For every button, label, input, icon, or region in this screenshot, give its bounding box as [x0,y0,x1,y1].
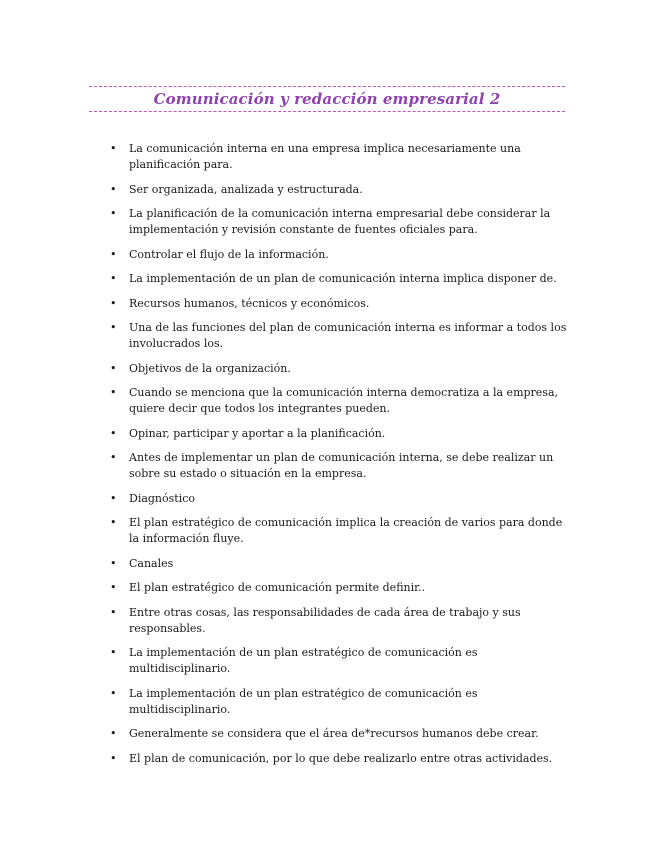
list-item-text: Controlar el flujo de la información. [129,247,329,261]
bullet-icon: • [110,296,117,310]
list-item [110,751,570,767]
list-item-text: Recursos humanos, técnicos y económicos. [129,296,370,310]
document-title: Comunicación y redacción empresarial 2 [153,90,501,108]
list-item [110,385,570,417]
bullet-list [110,141,570,775]
bullet-icon: • [110,247,117,261]
bullet-icon: • [110,386,117,399]
bullet-icon: • [110,605,117,619]
bullet-icon: • [110,272,117,285]
list-item [110,141,570,173]
bullet-icon: • [110,556,117,570]
list-item [110,450,570,482]
list-item [110,247,570,263]
list-item [110,426,570,442]
list-item [110,491,570,507]
list-item [110,645,570,677]
list-item-text: La implementación de un plan estratégico de comunicación es multidisciplinario. [129,646,478,675]
list-item-text: Opinar, participar y aportar a la planificación. [129,426,386,440]
list-item [110,296,570,312]
bullet-icon: • [110,142,117,155]
bullet-icon: • [110,491,117,505]
list-item-text: La planificación de la comunicación interna empresarial debe considerar la implementación y revisión constante de fuentes oficiales para. [129,207,551,236]
list-item-text: La implementación de un plan estratégico de comunicación es multidisciplinario. [129,686,478,716]
list-item-text: Objetivos de la organización. [129,361,291,375]
list-item-text: Ser organizada, analizada y estructurada. [129,182,363,196]
bullet-icon: • [110,361,117,375]
list-item-text: Entre otras cosas, las responsabilidades de cada área de trabajo y sus responsables. [129,605,521,635]
bullet-icon: • [110,751,117,765]
bullet-icon: • [110,207,117,220]
list-item-text: El plan estratégico de comunicación permite definir.. [129,581,426,594]
list-item [110,320,570,352]
bullet-icon: • [110,182,117,196]
list-item [110,605,570,637]
list-item-text: El plan de comunicación, por lo que debe realizarlo entre otras actividades. [129,751,553,765]
list-item-text: Canales [129,556,174,570]
list-item [110,726,570,742]
list-item [110,361,570,377]
list-item [110,580,570,596]
bullet-icon: • [110,451,117,464]
list-item [110,206,570,238]
title-banner [89,86,565,112]
bullet-icon: • [110,321,117,334]
list-item-text: El plan estratégico de comunicación implica la creación de varios para donde la información fluye. [129,516,563,545]
bullet-icon: • [110,646,117,659]
list-item-text: Antes de implementar un plan de comunicación interna, se debe realizar un sobre su estado o situación en la empresa. [129,451,554,480]
list-item [110,556,570,572]
bullet-icon: • [110,581,117,594]
list-item-text: Una de las funciones del plan de comunicación interna es informar a todos los involucrados los. [129,321,567,350]
list-item [110,182,570,198]
list-item-text: Diagnóstico [129,491,196,505]
list-item-text: Cuando se menciona que la comunicación interna democratiza a la empresa, quiere decir que todos los integrantes pueden. [129,386,559,415]
bullet-icon: • [110,426,117,440]
list-item [110,515,570,547]
bullet-icon: • [110,516,117,529]
list-item-text: La comunicación interna en una empresa implica necesariamente una planificación para. [129,142,521,171]
list-item [110,686,570,718]
bullet-icon: • [110,727,117,740]
bullet-icon: • [110,686,117,700]
list-item-text: La implementación de un plan de comunicación interna implica disponer de. [129,272,557,285]
list-item [110,271,570,287]
list-item-text: Generalmente se considera que el área de*recursos humanos debe crear. [129,727,539,740]
